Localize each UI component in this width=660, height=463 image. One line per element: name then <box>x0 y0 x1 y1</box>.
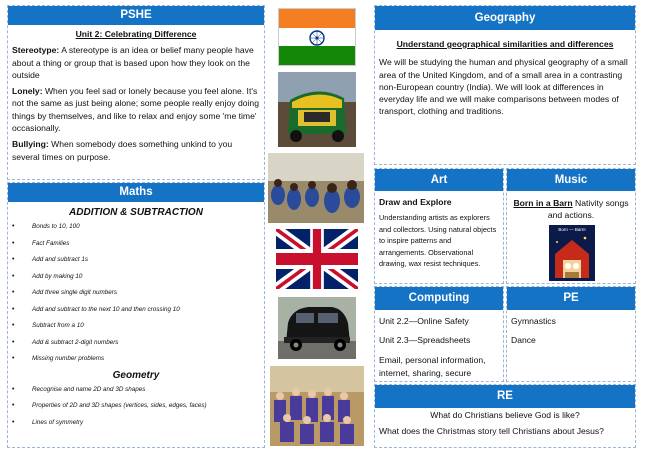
list-item: • Add by making 10 <box>8 269 264 286</box>
list-item: • Bonds to 10, 100 <box>8 219 264 236</box>
geometry-title: Geometry <box>112 369 160 381</box>
art-subtitle: Draw and Explore <box>379 197 452 207</box>
lonely-text: When you feel sad or lonely because you feel alone. It's not the same as just being alone; some people really enjoy doing things by themselves, and like to relax and enjoy some 'me time' occasionally. <box>12 86 259 134</box>
ashoka-chakra-icon <box>309 30 325 46</box>
list-item: • Recognise and name 2D and 3D shapes <box>8 382 264 399</box>
computing-item: Unit 2.2—Online Safety <box>379 316 469 326</box>
computing-panel <box>374 286 504 382</box>
geography-text: We will be studying the human and physical geography of a small area of the United Kingdom, and of a small area in a contrasting non-European country (India). We will look at differences in everyday life and we will make comparisons between modes of transport, clothing and traditions. <box>379 57 628 117</box>
maths-header: Maths <box>8 183 264 202</box>
lonely-definition <box>12 85 260 134</box>
music-panel <box>506 168 636 284</box>
bullying-text: When somebody does something unkind to you several times on purpose. <box>12 139 233 162</box>
list-item: • Add and subtract 1s <box>8 252 264 269</box>
geography-panel <box>374 5 636 165</box>
maths-panel <box>7 182 265 448</box>
art-text: Understanding artists as explorers and collectors. Using natural objects to inspire patterns and arrangements. Observational drawing, wax resist techniques. <box>379 213 497 268</box>
uk-classroom-photo <box>270 366 364 446</box>
list-item: • Fact Families <box>8 236 264 253</box>
addition-subtraction-list <box>8 219 264 368</box>
computing-item: Unit 2.3—Spreadsheets <box>379 335 471 345</box>
india-flag <box>278 8 356 66</box>
pe-item: Dance <box>511 335 536 345</box>
re-question-1: What do Christians believe God is like? <box>430 410 580 420</box>
tuk-tuk-photo <box>278 72 356 147</box>
music-title: Born in a Barn <box>513 198 573 208</box>
geometry-list <box>8 382 264 432</box>
pe-panel <box>506 286 636 382</box>
geography-header: Geography <box>375 6 635 30</box>
re-question-2: What does the Christmas story tell Christians about Jesus? <box>379 426 604 436</box>
pe-item: Gymnastics <box>511 316 556 326</box>
nativity-poster <box>549 225 595 281</box>
music-header: Music <box>507 169 635 191</box>
stereotype-definition <box>12 44 260 81</box>
pshe-panel <box>7 5 265 180</box>
poster-title: Born — Barn! <box>558 227 586 232</box>
list-item: • Subtract from a 10 <box>8 318 264 335</box>
list-item: • Add three single digit numbers <box>8 285 264 302</box>
addition-subtraction-title: ADDITION & SUBTRACTION <box>69 207 203 218</box>
music-text: Nativity songs and actions. <box>547 198 629 220</box>
art-header: Art <box>375 169 503 191</box>
list-item: • Add and subtract to the next 10 and then crossing 10 <box>8 302 264 319</box>
pe-header: PE <box>507 287 635 310</box>
re-header: RE <box>375 385 635 408</box>
bullying-definition <box>12 138 260 163</box>
stereotype-term: Stereotype: <box>12 45 60 56</box>
list-item: • Lines of symmetry <box>8 415 264 432</box>
list-item: • Missing number problems <box>8 351 264 368</box>
geography-subtitle: Understand geographical similarities and differences <box>396 39 614 49</box>
computing-item: Email, personal information, internet, sharing, secure <box>379 355 486 378</box>
indian-classroom-photo <box>268 153 364 223</box>
re-panel <box>374 384 636 448</box>
lonely-term: Lonely: <box>12 86 43 97</box>
pshe-header: PSHE <box>8 6 264 25</box>
list-item: • Add & subtract 2-digit numbers <box>8 335 264 352</box>
art-panel <box>374 168 504 284</box>
london-taxi-photo <box>278 297 356 359</box>
computing-header: Computing <box>375 287 503 310</box>
pshe-unit-title: Unit 2: Celebrating Difference <box>75 29 197 39</box>
bullying-term: Bullying: <box>12 139 49 150</box>
union-jack-flag <box>276 229 358 289</box>
stereotype-text: A stereotype is an idea or belief many people have about a thing or group that is based upon how they look on the outside <box>12 45 254 80</box>
list-item: • Properties of 2D and 3D shapes (vertices, sides, edges, faces) <box>8 398 264 415</box>
